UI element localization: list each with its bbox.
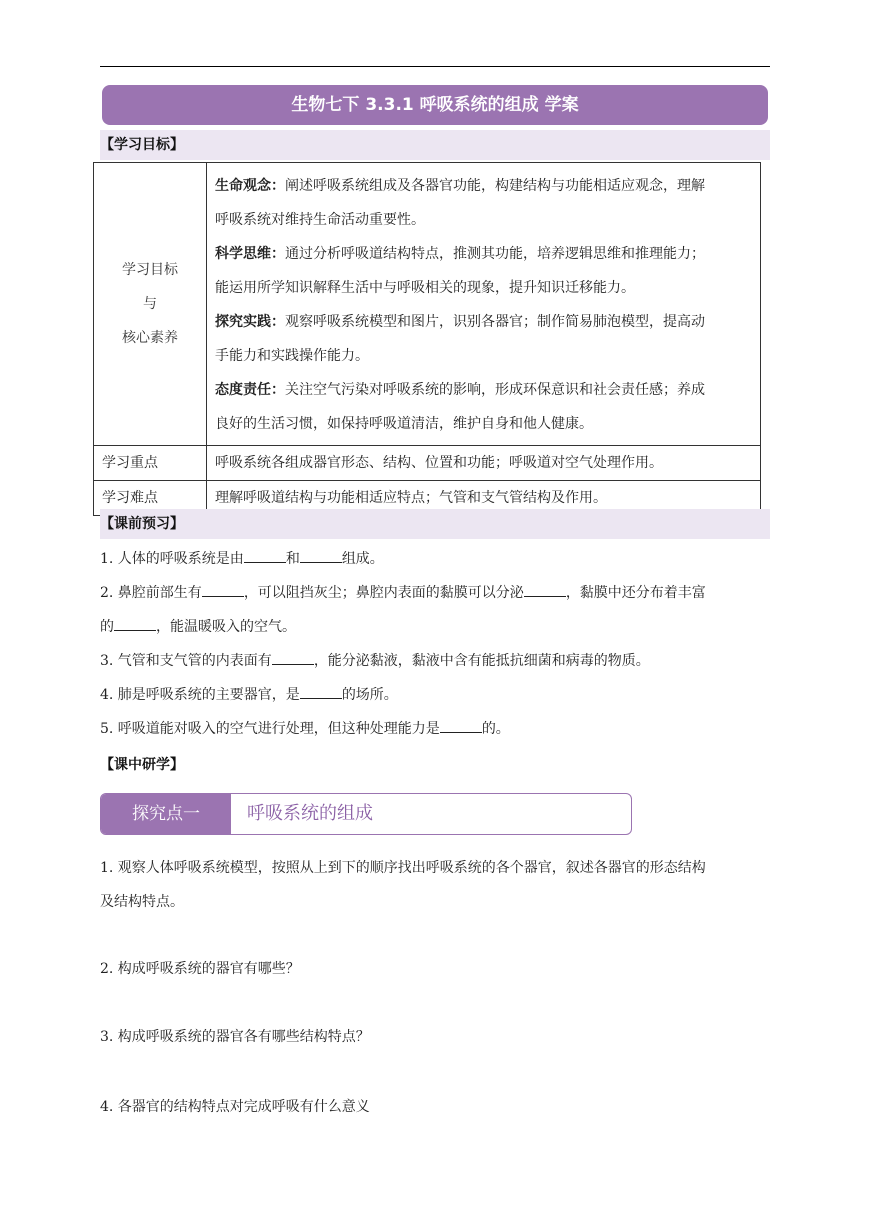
- answer-blank[interactable]: [300, 684, 342, 699]
- difficulties-label: 学习难点: [94, 481, 207, 516]
- preview-question-1: 1. 人体的呼吸系统是由 和 组成。: [100, 542, 772, 576]
- answer-blank[interactable]: [300, 548, 342, 563]
- goal-item-thinking: 科学思维：通过分析呼吸道结构特点，推测其功能，培养逻辑思维和推理能力；: [215, 246, 705, 262]
- answer-blank[interactable]: [524, 582, 566, 597]
- key-points-label: 学习重点: [94, 446, 207, 481]
- left-head-line: 与: [143, 296, 157, 312]
- preview-question-2: 2. 鼻腔前部生有 ，可以阻挡灰尘；鼻腔内表面的黏膜可以分泌 ，黏膜中还分布着丰富: [100, 576, 772, 610]
- inclass-question-1: 1. 观察人体呼吸系统模型，按照从上到下的顺序找出呼吸系统的各个器官，叙述各器官的形态结构: [100, 860, 706, 876]
- header-rule: [100, 66, 770, 67]
- goal-item-thinking-cont: 能运用所学知识解释生活中与呼吸相关的现象，提升知识迁移能力。: [215, 280, 635, 296]
- goal-item-attitude-cont: 良好的生活习惯，如保持呼吸道清洁，维护自身和他人健康。: [215, 416, 593, 432]
- answer-blank[interactable]: [202, 582, 244, 597]
- preview-question-2-cont: 的 ，能温暖吸入的空气。: [100, 610, 772, 644]
- left-head-line: 核心素养: [122, 330, 178, 346]
- preview-question-3: 3. 气管和支气管的内表面有 ，能分泌黏液，黏液中含有能抵抗细菌和病毒的物质。: [100, 644, 772, 678]
- preview-question-4: 4. 肺是呼吸系统的主要器官，是 的场所。: [100, 678, 772, 712]
- goal-item-life: 生命观念：阐述呼吸系统组成及各器官功能，构建结构与功能相适应观念，理解: [215, 178, 705, 194]
- goals-body: [207, 163, 761, 446]
- left-head-line: 学习目标: [122, 262, 178, 278]
- inclass-question-4: 4. 各器官的结构特点对完成呼吸有什么意义: [100, 1099, 370, 1115]
- document-title: 生物七下 3.3.1 呼吸系统的组成 学案: [102, 85, 768, 125]
- goals-left-header: [94, 163, 207, 446]
- section-heading-inclass: 【课中研学】: [100, 757, 184, 773]
- goal-item-attitude: 态度责任：关注空气污染对呼吸系统的影响，形成环保意识和社会责任感；养成: [215, 382, 705, 398]
- answer-blank[interactable]: [272, 650, 314, 665]
- goal-item-practice-cont: 手能力和实践操作能力。: [215, 348, 369, 364]
- section-heading-goals: 【学习目标】: [100, 130, 770, 160]
- inclass-question-2: 2. 构成呼吸系统的器官有哪些？: [100, 961, 300, 977]
- answer-blank[interactable]: [244, 548, 286, 563]
- answer-blank[interactable]: [440, 718, 482, 733]
- section-heading-preview: 【课前预习】: [100, 509, 770, 539]
- preview-question-5: 5. 呼吸道能对吸入的空气进行处理，但这种处理能力是 的。: [100, 712, 772, 746]
- answer-blank[interactable]: [114, 616, 156, 631]
- explore-point-title: 呼吸系统的组成: [247, 803, 373, 824]
- goal-item-life-cont: 呼吸系统对维持生命活动重要性。: [215, 212, 425, 228]
- learning-goals-table: [93, 162, 761, 516]
- difficulties-text: 理解呼吸道结构与功能相适应特点；气管和支气管结构及作用。: [207, 481, 761, 516]
- key-points-text: 呼吸系统各组成器官形态、结构、位置和功能；呼吸道对空气处理作用。: [207, 446, 761, 481]
- explore-point-banner: [100, 793, 632, 835]
- inclass-question-3: 3. 构成呼吸系统的器官各有哪些结构特点？: [100, 1029, 370, 1045]
- explore-point-tag: 探究点一: [101, 794, 231, 834]
- goal-item-practice: 探究实践：观察呼吸系统模型和图片，识别各器官；制作简易肺泡模型，提高动: [215, 314, 705, 330]
- inclass-question-1-cont: 及结构特点。: [100, 894, 184, 910]
